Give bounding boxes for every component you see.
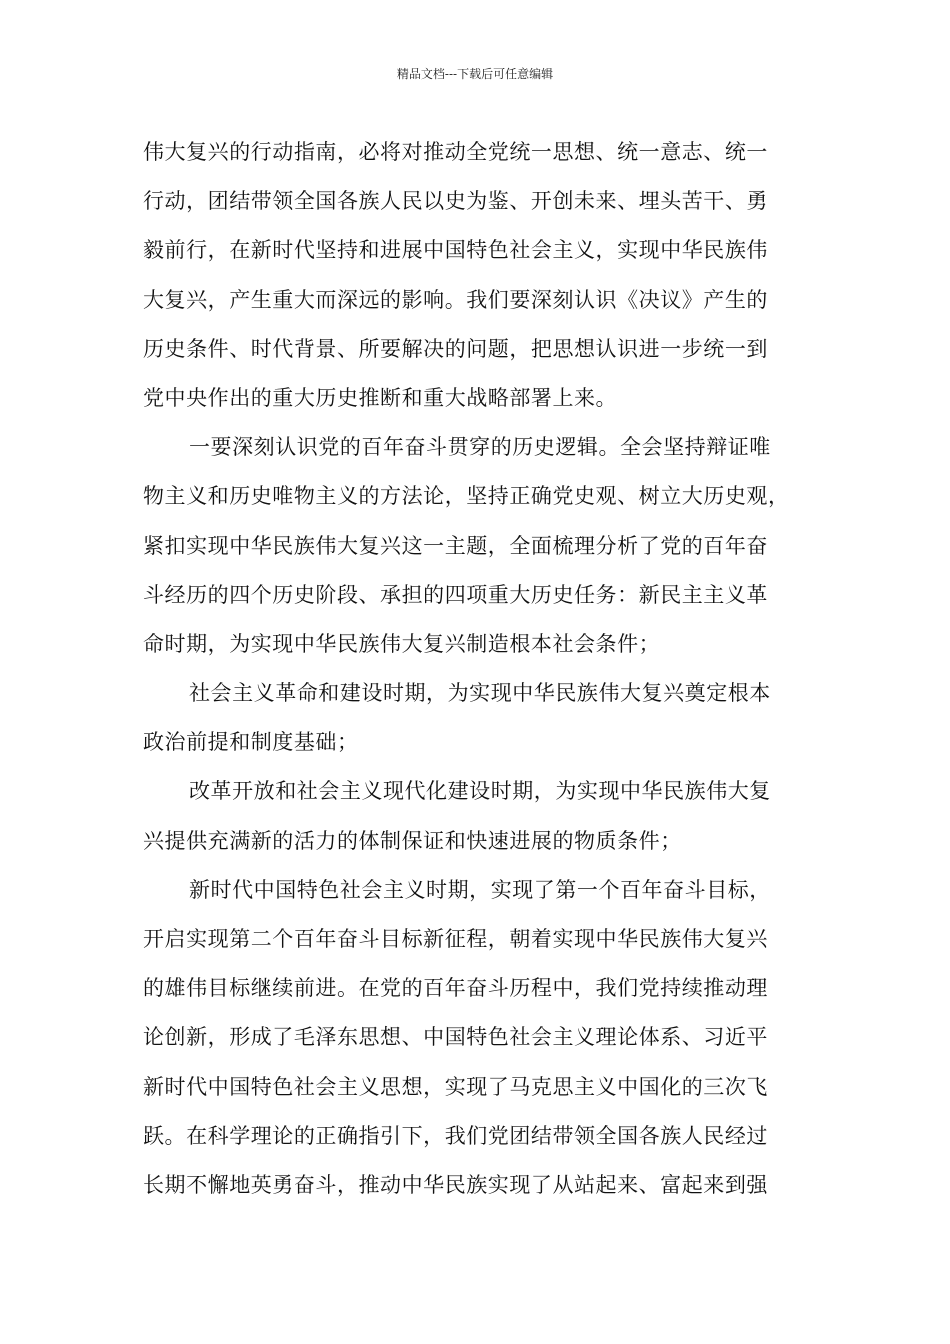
paragraph-start-line: 新时代中国特色社会主义时期，实现了第一个百年奋斗目标， [189,877,771,902]
text-line: 历史条件、时代背景、所要解决的问题，把思想认识进一步统一到 [143,336,768,361]
text-line: 政治前提和制度基础； [143,730,359,755]
text-line: 论创新，形成了毛泽东思想、中国特色社会主义理论体系、习近平 [143,1025,768,1050]
text-line: 伟大复兴的行动指南，必将对推动全党统一思想、统一意志、统一 [143,140,768,164]
text-line: 兴提供充满新的活力的体制保证和快速进展的物质条件； [143,828,682,853]
paragraph-start-line: 社会主义革命和建设时期，为实现中华民族伟大复兴奠定根本 [189,681,771,706]
paragraph-start-line: 改革开放和社会主义现代化建设时期，为实现中华民族伟大复 [189,779,771,804]
text-line: 毅前行，在新时代坚持和进展中国特色社会主义，实现中华民族伟 [143,238,768,263]
document-body [143,128,823,1210]
text-line: 行动，团结带领全国各族人民以史为鉴、开创未来、埋头苦干、勇 [143,189,768,214]
text-line: 大复兴，产生重大而深远的影响。我们要深刻认识《决议》产生的 [143,287,768,312]
page-header: 精品文档---下载后可任意编辑 [396,67,554,81]
text-line: 的雄伟目标继续前进。在党的百年奋斗历程中，我们党持续推动理 [143,976,768,1001]
text-line: 紧扣实现中华民族伟大复兴这一主题，全面梳理分析了党的百年奋 [143,533,768,558]
text-line: 斗经历的四个历史阶段、承担的四项重大历史任务：新民主主义革 [143,582,768,607]
text-line: 物主义和历史唯物主义的方法论，坚持正确党史观、树立大历史观， [143,484,790,509]
text-line: 命时期，为实现中华民族伟大复兴制造根本社会条件； [143,631,661,656]
text-line: 长期不懈地英勇奋斗，推动中华民族实现了从站起来、富起来到强 [143,1172,768,1197]
text-line: 开启实现第二个百年奋斗目标新征程，朝着实现中华民族伟大复兴 [143,927,768,951]
text-line: 新时代中国特色社会主义思想，实现了马克思主义中国化的三次飞 [143,1074,768,1099]
paragraph-start-line: 一要深刻认识党的百年奋斗贯穿的历史逻辑。全会坚持辩证唯 [189,435,771,460]
text-line: 党中央作出的重大历史推断和重大战略部署上来。 [143,385,618,410]
text-line: 跃。在科学理论的正确指引下，我们党团结带领全国各族人民经过 [143,1123,768,1148]
